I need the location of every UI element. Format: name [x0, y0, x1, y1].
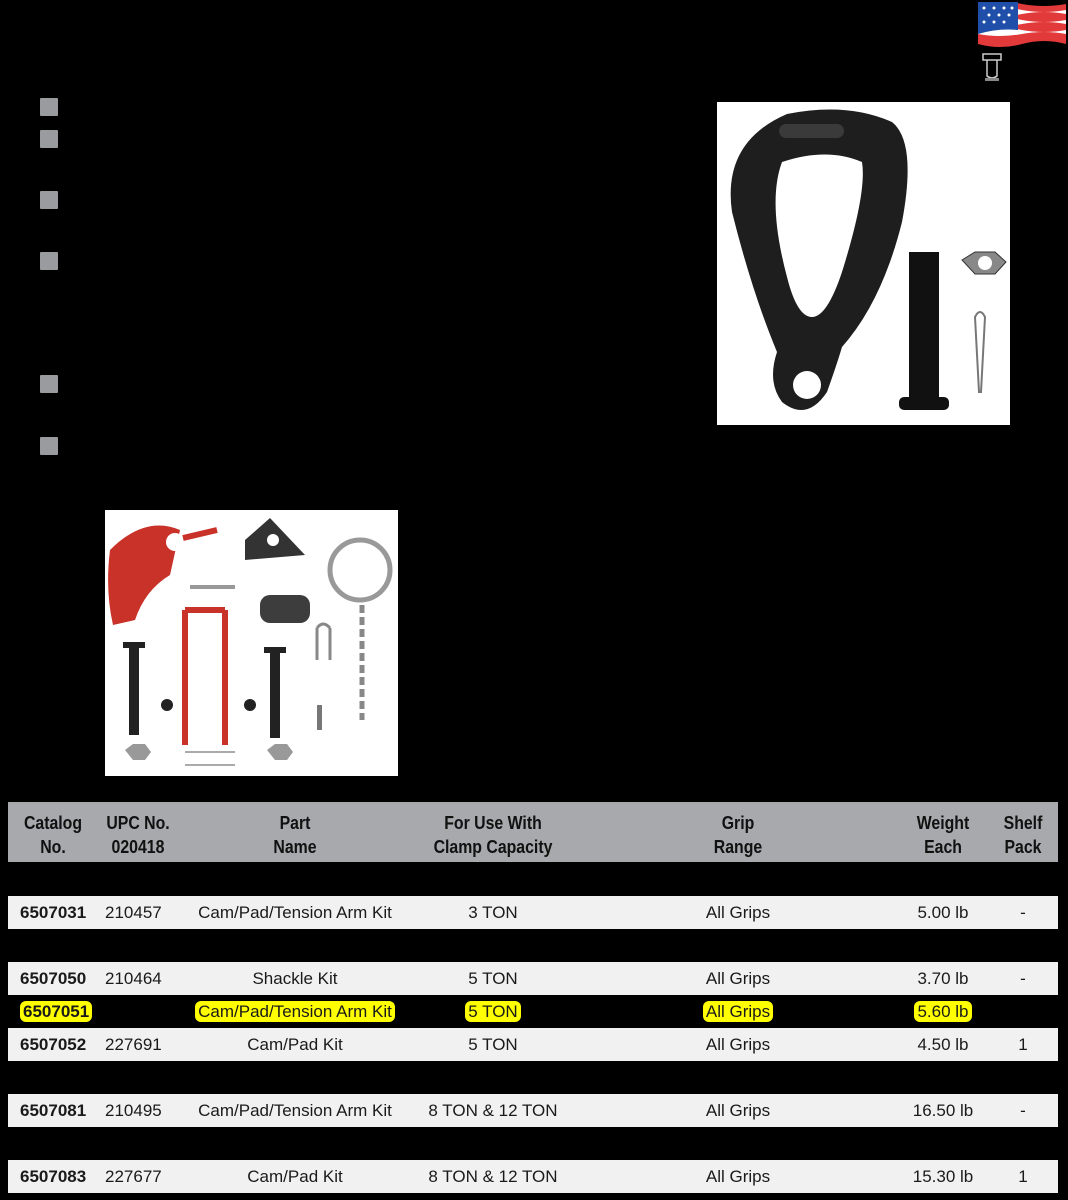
- shelf-pack: [1003, 995, 1043, 1028]
- table-header: [8, 802, 1058, 862]
- clamp-capacity: 8 TON & 12 TON: [428, 1167, 558, 1186]
- column-header-catalog: Catalog No.: [23, 813, 83, 857]
- catalog-number: 6507051: [20, 995, 92, 1028]
- bullet-marker: [40, 375, 58, 393]
- shelf-pack: 1: [1018, 1035, 1028, 1054]
- clamp-capacity: 3 TON: [468, 903, 518, 922]
- upc-number: 210457: [105, 903, 162, 922]
- shelf-pack: -: [1020, 1101, 1026, 1120]
- grip-range: All Grips: [705, 1101, 771, 1120]
- weight: 5.60 lb: [888, 995, 998, 1028]
- weight: 15.30 lb: [912, 1167, 974, 1186]
- bullet-marker: [40, 437, 58, 455]
- part-name: Cam/Pad/Tension Arm Kit: [198, 903, 392, 922]
- bullet-marker: [40, 130, 58, 148]
- upc-number: 210495: [105, 1101, 162, 1120]
- weight: 16.50 lb: [912, 1101, 974, 1120]
- catalog-number: 6507083: [20, 1167, 87, 1186]
- table-row: [8, 1094, 1058, 1127]
- column-header-weight: Weight Each: [916, 813, 970, 857]
- column-header-shelf-pack: Shelf Pack: [1003, 813, 1043, 857]
- weight: 5.00 lb: [917, 903, 969, 922]
- grip-range: All Grips: [705, 969, 771, 988]
- shackle-kit-photo: [717, 102, 1010, 425]
- weight: 3.70 lb: [917, 969, 969, 988]
- table-row: [8, 896, 1058, 929]
- grip-range: All Grips: [705, 1035, 771, 1054]
- part-name: Cam/Pad Kit: [247, 1167, 343, 1186]
- upc-number: 227691: [105, 1035, 162, 1054]
- weight: 4.50 lb: [917, 1035, 969, 1054]
- clamp-capacity: 8 TON & 12 TON: [428, 1101, 558, 1120]
- grip-range: All Grips: [705, 1167, 771, 1186]
- grip-range: All Grips: [648, 995, 828, 1028]
- usa-flag-icon: [978, 0, 1066, 50]
- column-header-clamp-capacity: For Use With Clamp Capacity: [433, 813, 553, 857]
- column-header-part-name: Part Name: [273, 813, 317, 857]
- table-row-highlighted: [8, 995, 1058, 1028]
- grip-range: All Grips: [705, 903, 771, 922]
- part-name: Cam/Pad/Tension Arm Kit: [198, 1101, 392, 1120]
- column-header-upc: UPC No. 020418: [106, 813, 170, 857]
- table-row: [8, 1028, 1058, 1061]
- clamp-capacity: 5 TON: [468, 969, 518, 988]
- bullet-marker: [40, 252, 58, 270]
- column-header-grip-range: Grip Range: [713, 813, 763, 857]
- upc-number: 210464: [105, 969, 162, 988]
- cam-pad-tension-arm-kit-photo: [105, 510, 398, 776]
- table-row: [8, 1160, 1058, 1193]
- shelf-pack: -: [1020, 903, 1026, 922]
- bullet-marker: [40, 191, 58, 209]
- shelf-pack: -: [1020, 969, 1026, 988]
- upc-number: 227677: [105, 1167, 162, 1186]
- catalog-number: 6507081: [20, 1101, 87, 1120]
- clamp-capacity: 5 TON: [388, 995, 598, 1028]
- bullet-marker: [40, 98, 58, 116]
- part-name: Cam/Pad Kit: [247, 1035, 343, 1054]
- part-name: Shackle Kit: [252, 969, 338, 988]
- clamp-capacity: 5 TON: [468, 1035, 518, 1054]
- shelf-pack: 1: [1018, 1167, 1028, 1186]
- catalog-number: 6507031: [20, 903, 87, 922]
- part-name: Cam/Pad/Tension Arm Kit: [190, 995, 400, 1028]
- catalog-number: 6507052: [20, 1035, 87, 1054]
- table-row: [8, 962, 1058, 995]
- liberty-bell-icon: [981, 52, 1003, 84]
- catalog-number: 6507050: [20, 969, 87, 988]
